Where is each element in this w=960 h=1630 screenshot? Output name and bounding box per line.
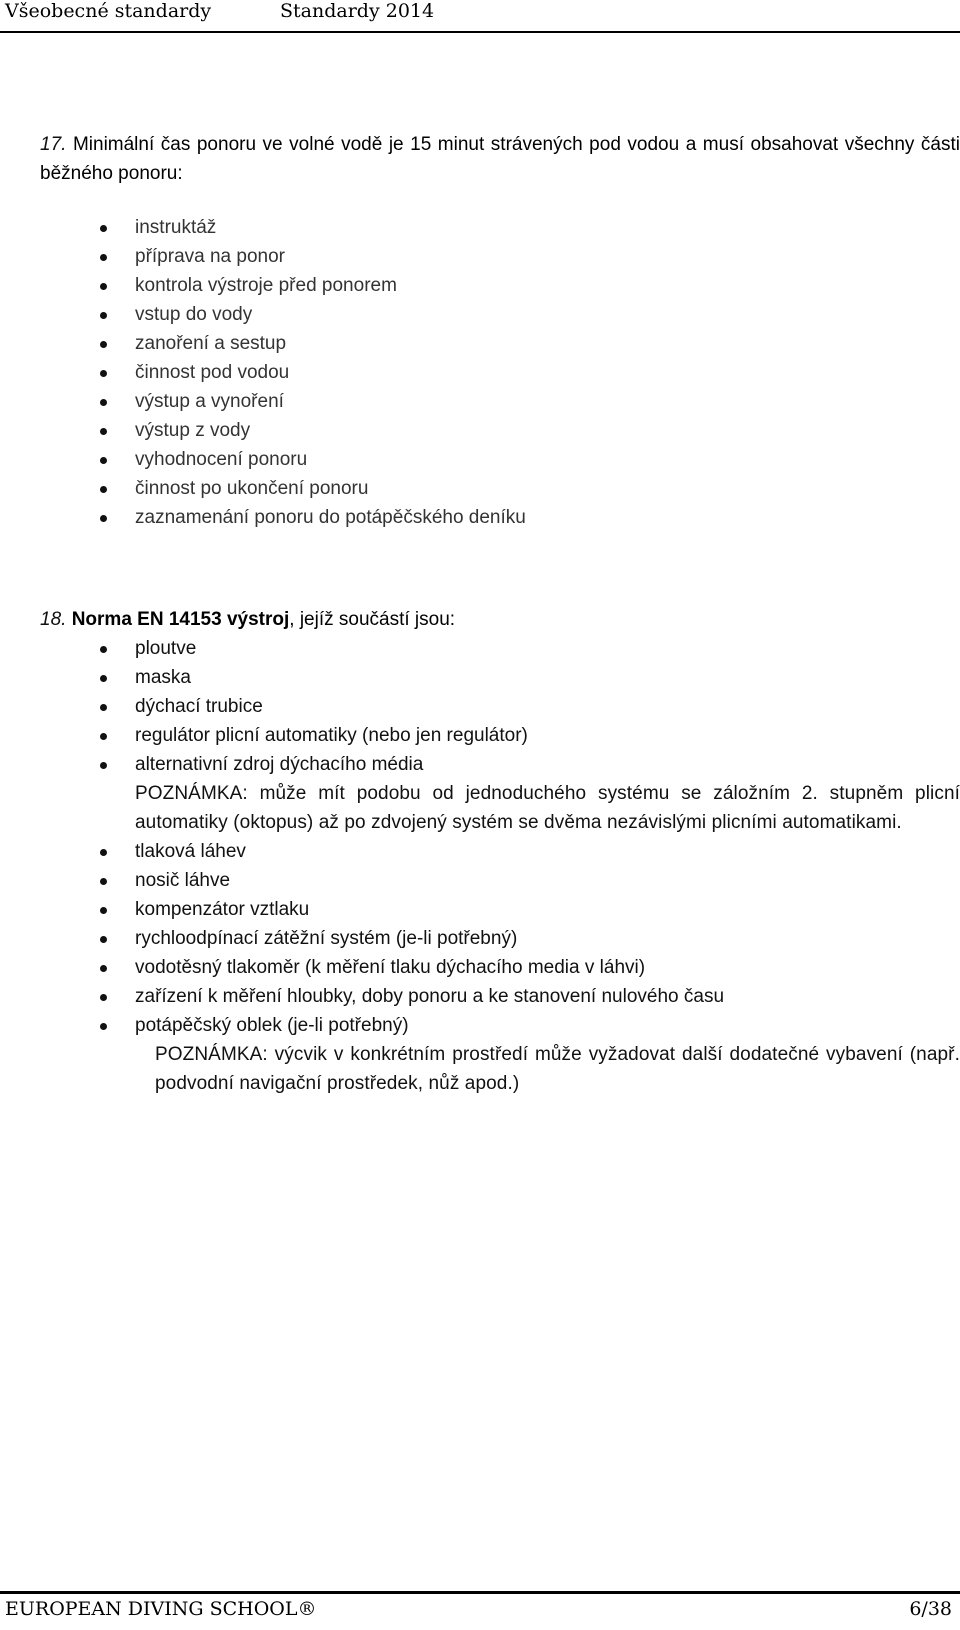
- bullet-icon: [100, 399, 107, 406]
- list-item-text: instruktáž: [135, 217, 217, 238]
- list-item: [40, 663, 960, 692]
- section-18-bold: Norma EN 14153 výstroj: [71, 609, 290, 630]
- list-item-text: kompenzátor vztlaku: [135, 899, 310, 920]
- bullet-icon: [100, 965, 107, 972]
- page-number: 6/38: [909, 1598, 952, 1620]
- bullet-icon: [100, 936, 107, 943]
- list-item-text: zaznamenání ponoru do potápěčského deníku: [135, 507, 526, 528]
- list-item: [40, 329, 960, 358]
- bullet-icon: [100, 646, 107, 653]
- list-item: [40, 503, 960, 532]
- list-item-text: výstup z vody: [135, 420, 251, 441]
- bullet-icon: [100, 225, 107, 232]
- bullet-icon: [100, 675, 107, 682]
- bullet-icon: [100, 907, 107, 914]
- section-17-list: [40, 213, 960, 532]
- list-item: [40, 387, 960, 416]
- list-item-text: vyhodnocení ponoru: [135, 449, 308, 470]
- list-item: [40, 866, 960, 895]
- list-item: [40, 416, 960, 445]
- bullet-icon: [100, 1023, 107, 1030]
- header-right: Standardy 2014: [280, 0, 435, 22]
- footer-left: EUROPEAN DIVING SCHOOL®: [5, 1598, 317, 1620]
- page-footer: [0, 1598, 960, 1630]
- list-item: [40, 213, 960, 242]
- list-item-text: činnost pod vodou: [135, 362, 290, 383]
- list-item-text: výstup a vynoření: [135, 391, 284, 412]
- section-18: [40, 605, 960, 1098]
- list-item-text: vstup do vody: [135, 304, 253, 325]
- list-item-text: potápěčský oblek (je-li potřebný): [135, 1015, 409, 1036]
- list-item-text: příprava na ponor: [135, 246, 285, 267]
- list-item-text: vodotěsný tlakoměr (k měření tlaku dýchacího media v láhvi): [135, 957, 646, 978]
- list-item-text: zařízení k měření hloubky, doby ponoru a ke stanovení nulového času: [135, 986, 725, 1007]
- bullet-icon: [100, 994, 107, 1001]
- page-header: [0, 0, 960, 34]
- bullet-icon: [100, 704, 107, 711]
- list-item: [40, 895, 960, 924]
- list-item: [40, 474, 960, 503]
- section-18-list-b: [40, 837, 960, 1040]
- bullet-icon: [100, 486, 107, 493]
- list-item-text: zanoření a sestup: [135, 333, 287, 354]
- list-item-text: ploutve: [135, 638, 197, 659]
- list-item-text: regulátor plicní automatiky (nebo jen regulátor): [135, 725, 528, 746]
- section-17-number: 17.: [40, 134, 67, 155]
- list-item: [40, 924, 960, 953]
- list-item: [40, 445, 960, 474]
- bullet-icon: [100, 457, 107, 464]
- bullet-icon: [100, 762, 107, 769]
- list-item-text: alternativní zdroj dýchacího média: [135, 754, 424, 775]
- bullet-icon: [100, 254, 107, 261]
- list-item: [40, 721, 960, 750]
- list-item-text: rychloodpínací zátěžní systém (je-li potřebný): [135, 928, 518, 949]
- list-item: [40, 953, 960, 982]
- list-item: [40, 242, 960, 271]
- section-18-number: 18.: [40, 609, 67, 630]
- section-18-intro: [40, 605, 960, 634]
- header-rule: [0, 31, 960, 33]
- list-item-text: činnost po ukončení ponoru: [135, 478, 369, 499]
- section-18-list-a: [40, 634, 960, 779]
- list-item: [40, 1011, 960, 1040]
- footer-rule: [0, 1591, 960, 1594]
- bullet-icon: [100, 515, 107, 522]
- list-item: [40, 300, 960, 329]
- bullet-icon: [100, 370, 107, 377]
- list-item: [40, 982, 960, 1011]
- bullet-icon: [100, 733, 107, 740]
- bullet-icon: [100, 312, 107, 319]
- section-18-text: , jejíž součástí jsou:: [289, 609, 456, 630]
- section-17-text: Minimální čas ponoru ve volné vodě je 15 minut strávených pod vodou a musí obsahovat všechny části běžného ponoru:: [40, 134, 960, 184]
- bullet-icon: [100, 428, 107, 435]
- list-item-text: maska: [135, 667, 191, 688]
- section-17: [40, 130, 960, 532]
- list-item: [40, 750, 960, 779]
- section-17-intro: [40, 130, 960, 188]
- list-item: [40, 634, 960, 663]
- bullet-icon: [100, 341, 107, 348]
- note-2: POZNÁMKA: výcvik v konkrétním prostředí může vyžadovat další dodatečné vybavení (např. podvodní navigační prostředek, nůž apod.): [155, 1044, 960, 1094]
- list-item: [40, 692, 960, 721]
- list-item-text: dýchací trubice: [135, 696, 263, 717]
- list-item-text: tlaková láhev: [135, 841, 246, 862]
- list-item-text: kontrola výstroje před ponorem: [135, 275, 397, 296]
- list-item: [40, 271, 960, 300]
- list-item: [40, 358, 960, 387]
- list-item: [40, 837, 960, 866]
- bullet-icon: [100, 878, 107, 885]
- bullet-icon: [100, 849, 107, 856]
- bullet-icon: [100, 283, 107, 290]
- list-item-text: nosič láhve: [135, 870, 231, 891]
- note-1: POZNÁMKA: může mít podobu od jednoduchého systému se záložním 2. stupněm plicní automatiky (oktopus) až po zdvojený systém se dvěma nezávislými plicními automatikami.: [135, 783, 960, 833]
- header-left: Všeobecné standardy: [5, 0, 212, 22]
